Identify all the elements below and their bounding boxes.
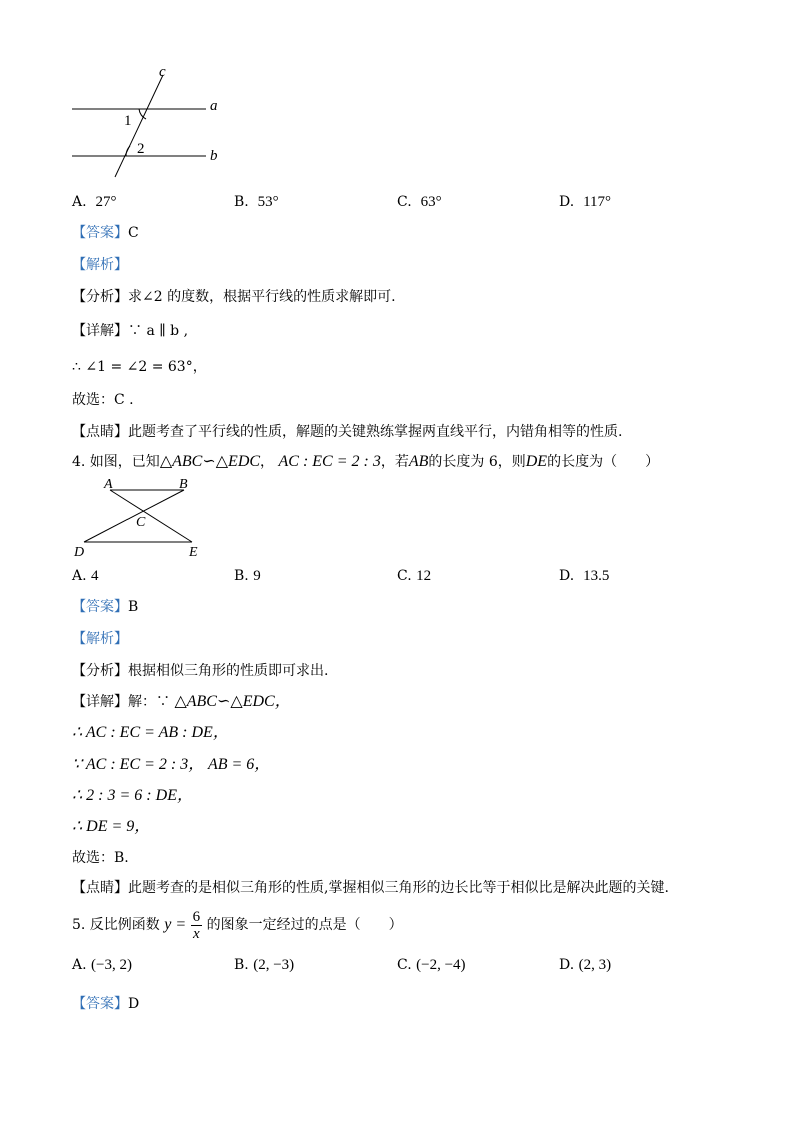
q3-answer: 【答案】C bbox=[72, 225, 139, 241]
label-angle-1: 1 bbox=[124, 113, 132, 129]
q5-option-a: A. (−3, 2) bbox=[72, 957, 132, 973]
label-c: c bbox=[159, 64, 166, 80]
q3-choose: 故选：C . bbox=[72, 392, 134, 408]
q3-fenxi: 【分析】求∠2 的度数，根据平行线的性质求解即可. bbox=[72, 289, 396, 305]
q4-answer: 【答案】B bbox=[72, 599, 139, 615]
label-angle-2: 2 bbox=[137, 141, 145, 157]
q5-option-c: C. (−2, −4) bbox=[397, 957, 466, 973]
q3-option-c: C. 63° bbox=[397, 194, 442, 210]
q3-option-a: A. 27° bbox=[72, 194, 117, 210]
q5-answer: 【答案】D bbox=[72, 996, 140, 1012]
q5-function: y = bbox=[164, 916, 187, 933]
q3-line2: ∴ ∠1 = ∠2 = 63°， bbox=[72, 359, 207, 375]
similar-triangles-figure bbox=[68, 474, 218, 562]
label-C: C bbox=[136, 515, 146, 530]
segment-ae bbox=[110, 490, 192, 542]
label-D: D bbox=[74, 545, 85, 560]
segment-bd bbox=[84, 490, 184, 542]
label-E: E bbox=[189, 545, 198, 560]
parallel-lines-figure bbox=[60, 60, 240, 185]
q3-option-b: B. 53° bbox=[234, 194, 279, 210]
q4-option-b: B. 9 bbox=[234, 568, 261, 584]
q4-analysis-heading: 【解析】 bbox=[72, 631, 128, 647]
q4-line4: ∴ DE = 9， bbox=[72, 818, 151, 835]
q5-stem: 5. 反比例函数 y = $\frac{6}{x}$ 的图象一定经过的点是（ ） bbox=[72, 908, 403, 942]
q4-line3: ∴ 2 : 3 = 6 : DE， bbox=[72, 787, 193, 804]
line-c bbox=[115, 75, 163, 177]
q5-option-b: B. (2, −3) bbox=[234, 957, 295, 973]
label-B: B bbox=[179, 477, 188, 492]
q4-stem: 4. 如图，已知△ABC∽△EDC， AC : EC = 2 : 3，若AB的长度为 6，则DE的长度为（ ） bbox=[72, 453, 660, 470]
q4-detail: 【详解】解：∵ △ABC∽△EDC， bbox=[72, 693, 291, 710]
q4-option-c: C. 12 bbox=[397, 568, 432, 584]
q4-line1: ∴ AC : EC = AB : DE， bbox=[72, 724, 229, 741]
q5-fraction: $\frac{6}{x}$ bbox=[192, 908, 201, 942]
label-b: b bbox=[210, 148, 218, 164]
q3-comment: 【点睛】此题考查了平行线的性质，解题的关键熟练掌握两直线平行，内错角相等的性质. bbox=[72, 424, 623, 440]
q4-fenxi: 【分析】根据相似三角形的性质即可求出. bbox=[72, 663, 329, 679]
q4-option-d: D. 13.5 bbox=[559, 568, 610, 584]
q3-option-d: D. 117° bbox=[559, 194, 612, 210]
q5-option-d: D. (2, 3) bbox=[559, 957, 612, 973]
q4-choose: 故选：B. bbox=[72, 850, 129, 866]
label-a: a bbox=[210, 98, 218, 114]
q4-option-a: A. 4 bbox=[72, 568, 99, 584]
q3-detail: 【详解】∵ a ∥ b , bbox=[72, 323, 189, 339]
q3-analysis-heading: 【解析】 bbox=[72, 257, 128, 273]
label-A: A bbox=[104, 477, 113, 492]
q4-comment: 【点睛】此题考查的是相似三角形的性质,掌握相似三角形的边长比等于相似比是解决此题的关键. bbox=[72, 880, 669, 896]
q4-line2: ∵ AC : EC = 2 : 3， AB = 6， bbox=[72, 756, 271, 773]
